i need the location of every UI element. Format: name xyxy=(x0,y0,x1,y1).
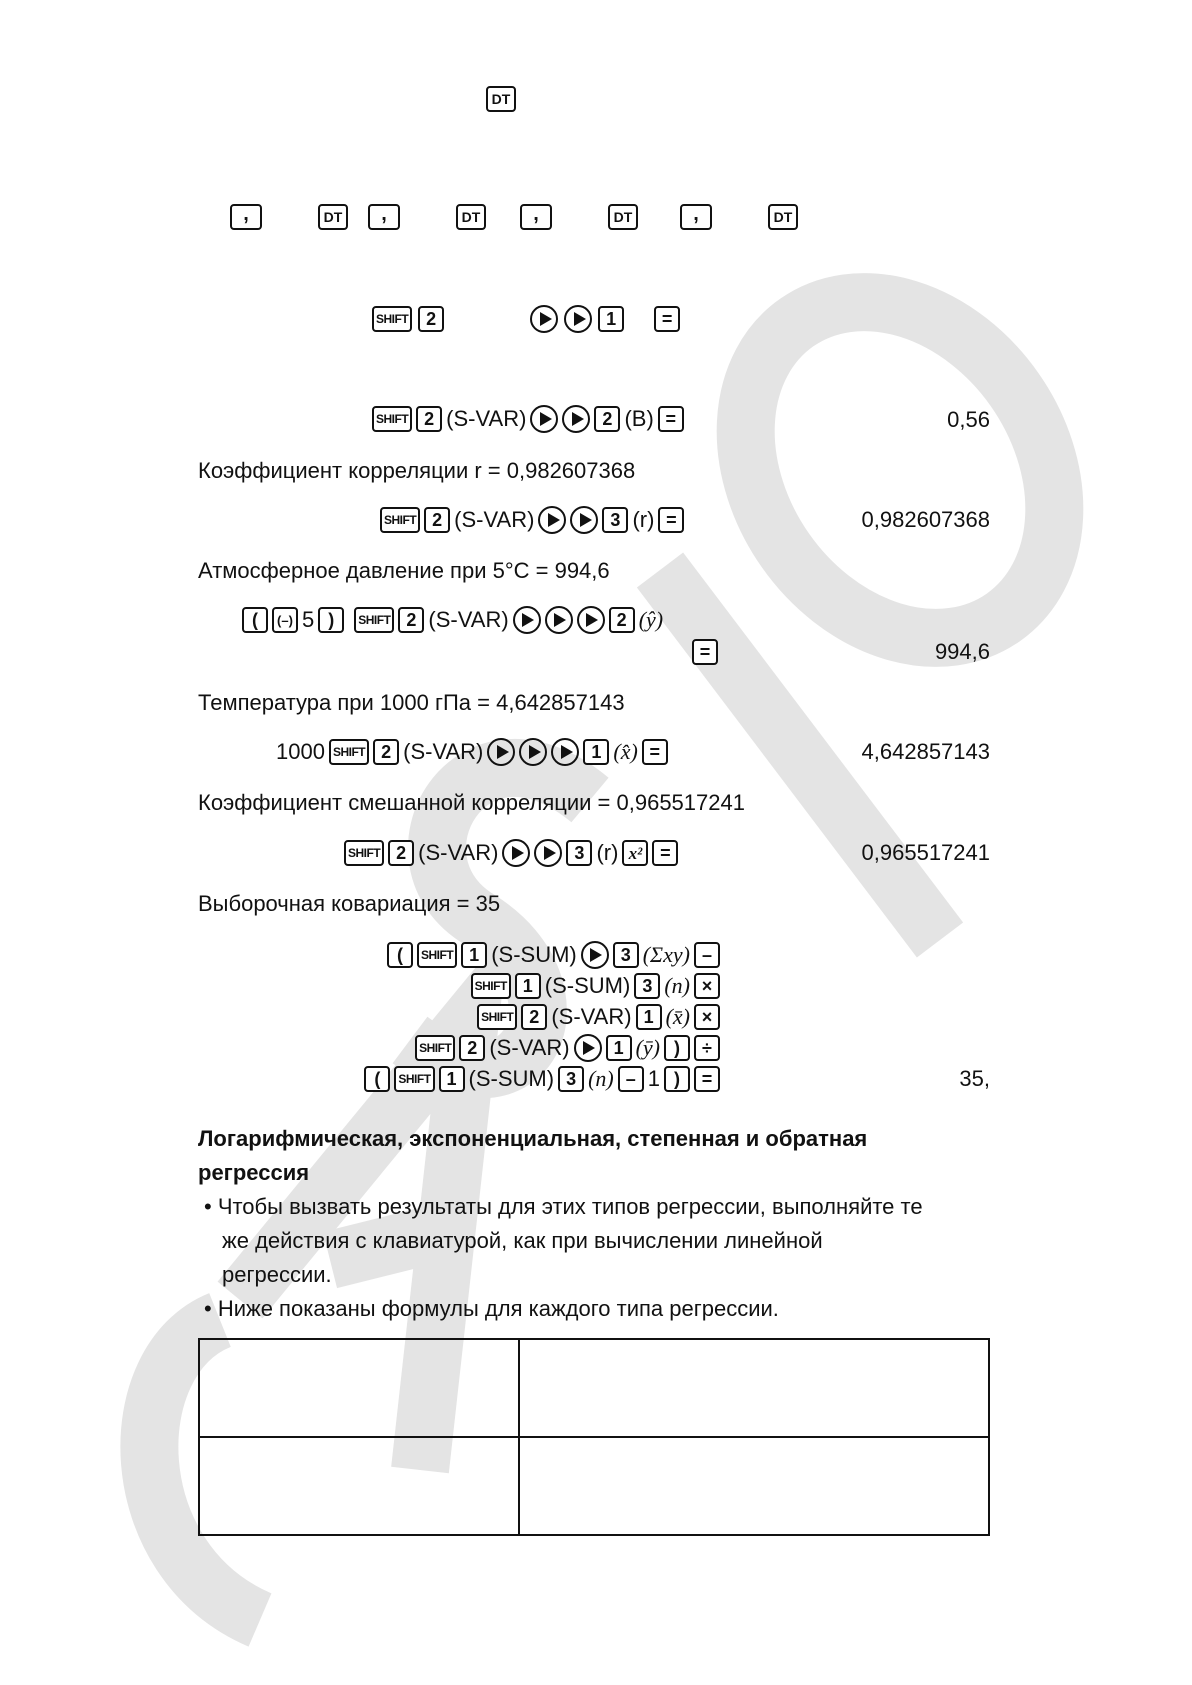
correlation-label: Коэффициент корреляции r = 0,982607368 xyxy=(198,458,636,483)
mixed-correlation-label: Коэффициент смешанной корреляции = 0,965517241 xyxy=(198,790,745,815)
covariance-line-5 xyxy=(364,1064,720,1094)
equals-key: = xyxy=(642,739,668,765)
covariance-line-4 xyxy=(415,1033,720,1063)
section-heading-line-1: Логарифмическая, экспоненциальная, степенная и обратная xyxy=(198,1126,868,1151)
s-sum-label: (S-SUM) xyxy=(544,973,631,998)
table-cell xyxy=(199,1339,519,1437)
row-b xyxy=(372,404,684,434)
row-data-entry xyxy=(230,202,798,232)
s-sum-label: (S-SUM) xyxy=(468,1066,555,1091)
row-r xyxy=(380,505,684,535)
dt-key: DT xyxy=(768,204,798,230)
result-mixed-correlation: 0,965517241 xyxy=(861,840,990,865)
row-y-hat-equals xyxy=(692,637,718,667)
comma-key: , xyxy=(368,204,400,230)
key-2: 2 xyxy=(418,306,444,332)
x-squared-key: x² xyxy=(622,840,648,866)
key-1: 1 xyxy=(606,1035,632,1061)
minus-key: – xyxy=(694,942,720,968)
row-r-squared xyxy=(344,838,678,868)
x-hat-label: (x̂) xyxy=(613,739,638,764)
key-2: 2 xyxy=(388,840,414,866)
comma-key: , xyxy=(680,204,712,230)
key-1: 1 xyxy=(461,942,487,968)
row-x-hat xyxy=(276,737,668,767)
key-1: 1 xyxy=(636,1004,662,1030)
right-arrow-icon xyxy=(530,405,558,433)
row-shift-2-1 xyxy=(372,304,680,334)
bullet-2: • Ниже показаны формулы для каждого типа регрессии. xyxy=(204,1296,779,1321)
s-var-label: (S-VAR) xyxy=(418,840,499,865)
right-arrow-icon xyxy=(564,305,592,333)
key-1: 1 xyxy=(515,973,541,999)
comma-key: , xyxy=(230,204,262,230)
y-bar-label: (ȳ) xyxy=(635,1035,660,1060)
right-arrow-icon xyxy=(581,941,609,969)
multiply-key: × xyxy=(694,1004,720,1030)
key-3: 3 xyxy=(602,507,628,533)
n-label: (n) xyxy=(588,1066,614,1091)
key-2: 2 xyxy=(398,607,424,633)
key-1: 1 xyxy=(598,306,624,332)
table-cell xyxy=(199,1437,519,1535)
dt-key: DT xyxy=(608,204,638,230)
bullet-1-line-2: же действия с клавиатурой, как при вычислении линейной xyxy=(222,1228,823,1253)
bullet-1 xyxy=(204,1190,994,1292)
result-covariance: 35, xyxy=(959,1066,990,1091)
key-2: 2 xyxy=(424,507,450,533)
right-arrow-icon xyxy=(513,606,541,634)
digit-5: 5 xyxy=(302,607,315,632)
b-label: (B) xyxy=(624,406,654,431)
key-3: 3 xyxy=(558,1066,584,1092)
key-2: 2 xyxy=(594,406,620,432)
key-1: 1 xyxy=(583,739,609,765)
equals-key: = xyxy=(692,639,718,665)
key-3: 3 xyxy=(566,840,592,866)
key-2: 2 xyxy=(521,1004,547,1030)
shift-key: SHIFT xyxy=(354,607,394,633)
equals-key: = xyxy=(652,840,678,866)
multiply-key: × xyxy=(694,973,720,999)
number-1000: 1000 xyxy=(276,739,325,764)
pressure-label: Атмосферное давление при 5°C = 994,6 xyxy=(198,558,610,583)
result-y-hat: 994,6 xyxy=(934,639,990,664)
section-heading-line-2: регрессия xyxy=(198,1160,310,1185)
s-sum-label: (S-SUM) xyxy=(491,942,577,967)
right-arrow-icon xyxy=(574,1034,602,1062)
n-label: (n) xyxy=(664,973,690,998)
shift-key: SHIFT xyxy=(329,739,369,765)
covariance-line-3 xyxy=(477,1002,720,1032)
table-cell xyxy=(519,1437,989,1535)
equals-key: = xyxy=(694,1066,720,1092)
close-paren-key: ) xyxy=(664,1035,690,1061)
key-2: 2 xyxy=(609,607,635,633)
x-bar-label: (x̄) xyxy=(665,1004,690,1029)
result-x-hat: 4,642857143 xyxy=(861,739,990,764)
key-2: 2 xyxy=(373,739,399,765)
right-arrow-icon xyxy=(502,839,530,867)
covariance-label: Выборочная ковариация = 35 xyxy=(198,891,501,916)
shift-key: SHIFT xyxy=(344,840,384,866)
shift-key: SHIFT xyxy=(380,507,420,533)
key-2: 2 xyxy=(459,1035,485,1061)
r-label: (r) xyxy=(632,507,655,532)
shift-key: SHIFT xyxy=(372,406,412,432)
key-3: 3 xyxy=(634,973,660,999)
negative-key: (–) xyxy=(272,607,298,633)
s-var-label: (S-VAR) xyxy=(403,739,484,764)
shift-key: SHIFT xyxy=(417,942,457,968)
minus-key: – xyxy=(618,1066,644,1092)
divide-key: ÷ xyxy=(694,1035,720,1061)
shift-key: SHIFT xyxy=(394,1066,434,1092)
right-arrow-icon xyxy=(538,506,566,534)
equals-key: = xyxy=(658,507,684,533)
shift-key: SHIFT xyxy=(415,1035,455,1061)
right-arrow-icon xyxy=(519,738,547,766)
shift-key: SHIFT xyxy=(471,973,511,999)
row-dt xyxy=(486,84,516,114)
table-cell xyxy=(519,1339,989,1437)
equals-key: = xyxy=(658,406,684,432)
s-var-label: (S-VAR) xyxy=(428,607,509,632)
dt-key: DT xyxy=(456,204,486,230)
covariance-line-1 xyxy=(387,940,720,970)
row-y-hat xyxy=(242,605,663,635)
comma-key: , xyxy=(520,204,552,230)
bullet-1-line-3: регрессии. xyxy=(222,1262,332,1287)
regression-formula-table xyxy=(198,1338,990,1536)
right-arrow-icon xyxy=(487,738,515,766)
right-arrow-icon xyxy=(570,506,598,534)
equals-key: = xyxy=(654,306,680,332)
right-arrow-icon xyxy=(545,606,573,634)
table-row xyxy=(199,1437,989,1535)
r-label: (r) xyxy=(596,840,619,865)
sum-xy-label: (Σxy) xyxy=(642,942,690,967)
open-paren-key: ( xyxy=(387,942,413,968)
result-b: 0,56 xyxy=(947,407,990,432)
close-paren-key: ) xyxy=(318,607,344,633)
temperature-label: Температура при 1000 гПа = 4,642857143 xyxy=(198,690,625,715)
right-arrow-icon xyxy=(534,839,562,867)
s-var-label: (S-VAR) xyxy=(489,1035,570,1060)
dt-key: DT xyxy=(318,204,348,230)
key-1: 1 xyxy=(439,1066,465,1092)
dt-key: DT xyxy=(486,86,516,112)
s-var-label: (S-VAR) xyxy=(551,1004,632,1029)
open-paren-key: ( xyxy=(364,1066,390,1092)
key-2: 2 xyxy=(416,406,442,432)
bullet-1-line-1: • Чтобы вызвать результаты для этих типов регрессии, выполняйте те xyxy=(204,1194,923,1219)
shift-key: SHIFT xyxy=(477,1004,517,1030)
right-arrow-icon xyxy=(551,738,579,766)
covariance-line-2 xyxy=(471,971,720,1001)
digit-1: 1 xyxy=(647,1066,660,1091)
right-arrow-icon xyxy=(562,405,590,433)
right-arrow-icon xyxy=(577,606,605,634)
y-hat-label: (ŷ) xyxy=(638,607,664,632)
result-r: 0,982607368 xyxy=(861,507,990,532)
right-arrow-icon xyxy=(530,305,558,333)
key-3: 3 xyxy=(613,942,639,968)
s-var-label: (S-VAR) xyxy=(446,406,527,431)
s-var-label: (S-VAR) xyxy=(454,507,535,532)
open-paren-key: ( xyxy=(242,607,268,633)
table-row xyxy=(199,1339,989,1437)
close-paren-key: ) xyxy=(664,1066,690,1092)
shift-key: SHIFT xyxy=(372,306,412,332)
